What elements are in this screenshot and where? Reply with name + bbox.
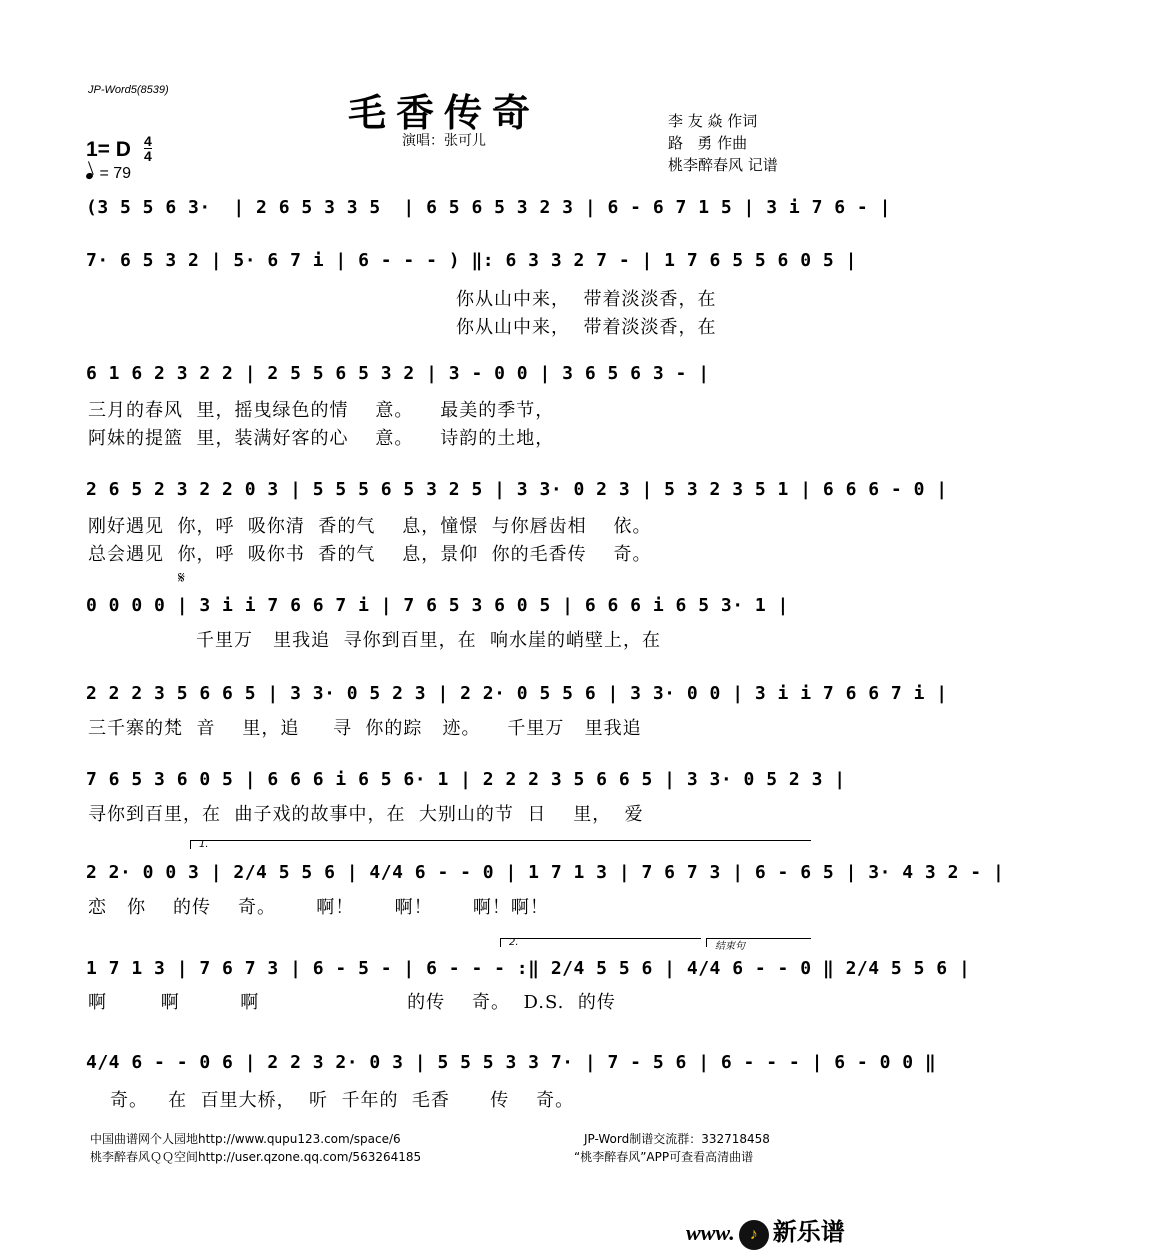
segno-sign: 𝄋 — [178, 568, 185, 587]
singer-label: 演唱：张可儿 — [402, 133, 486, 149]
logo-prefix: www. — [686, 1220, 735, 1245]
lyric-line-3-verse-1: 三月的春风 里，摇曳绿色的情 意。 最美的季节， — [88, 400, 555, 421]
lyric-line-2-verse-1: 你从山中来， 带着淡淡香，在 — [456, 289, 717, 310]
footer-app-note: “桃李醉春风”APP可查看高清曲谱 — [574, 1150, 754, 1164]
ending-label: 结束句 — [715, 941, 745, 952]
lyric-line-2-verse-2: 你从山中来， 带着淡淡香，在 — [456, 317, 717, 338]
volta-2-bracket — [500, 938, 701, 947]
lyric-line-8: 恋 你 的传 奇。 啊！ 啊！ 啊！啊！ — [88, 897, 549, 918]
composer-credit: 路 勇 作曲 — [668, 134, 748, 152]
tempo-marking — [86, 165, 131, 183]
site-logo — [686, 1212, 845, 1250]
score-line-1: (3 5 5 6 3· | 2 6 5 3 3 5 | 6 5 6 5 3 2 3 | 6 - 6 7 1 5 | 3 i 7 6 - | — [86, 197, 891, 218]
quarter-note-icon — [85, 172, 94, 180]
time-signature — [144, 134, 152, 163]
volta-1-bracket — [190, 840, 811, 849]
key-label: 1= D — [86, 138, 131, 161]
lyricist-credit: 李 友 焱 作词 — [668, 112, 758, 130]
score-line-4: 2 6 5 2 3 2 2 0 3 | 5 5 5 6 5 3 2 5 | 3 3· 0 2 3 | 5 3 2 3 5 1 | 6 6 6 - 0 | — [86, 479, 948, 500]
music-note-icon: ♪ — [739, 1220, 769, 1250]
footer-link-qupu: 中国曲谱网个人园地http://www.qupu123.com/space/6 — [90, 1132, 401, 1146]
time-bottom: 4 — [144, 148, 152, 164]
key-signature — [86, 133, 152, 164]
lyric-line-4-verse-2: 总会遇见 你，呼 吸你书 香的气 息，景仰 你的毛香传 奇。 — [88, 544, 652, 565]
engine-label: JP-Word5(8539) — [88, 84, 169, 96]
lyric-line-3-verse-2: 阿妹的提篮 里，装满好客的心 意。 诗韵的土地， — [88, 428, 555, 449]
score-line-8: 2 2· 0 0 3 | 2/4 5 5 6 | 4/4 6 - - 0 | 1 7 1 3 | 7 6 7 3 | 6 - 6 5 | 3· 4 3 2 - | — [86, 862, 1005, 883]
score-line-7: 7 6 5 3 6 0 5 | 6 6 6 i 6 5 6· 1 | 2 2 2 3 5 6 6 5 | 3 3· 0 5 2 3 | — [86, 769, 846, 790]
lyric-line-4-verse-1: 刚好遇见 你，呼 吸你清 香的气 息，憧憬 与你唇齿相 依。 — [88, 516, 652, 537]
footer-group: JP-Word制谱交流群：332718458 — [584, 1132, 770, 1146]
song-title: 毛香传奇 — [347, 90, 540, 135]
lyric-line-7: 寻你到百里，在 曲子戏的故事中，在 大别山的节 日 里， 爱 — [88, 804, 644, 825]
tempo-value: = 79 — [99, 165, 132, 182]
footer-link-qzone: 桃李醉春风ＱＱ空间http://user.qzone.qq.com/563264185 — [90, 1150, 422, 1164]
volta-2-label: 2. — [509, 937, 519, 948]
time-top: 4 — [144, 133, 152, 149]
score-line-10: 4/4 6 - - 0 6 | 2 2 3 2· 0 3 | 5 5 5 3 3 7· | 7 - 5 6 | 6 - - - | 6 - 0 0 ‖ — [86, 1052, 937, 1073]
lyric-line-10: 奇。 在 百里大桥， 听 千年的 毛香 传 奇。 — [110, 1090, 575, 1111]
lyric-line-9: 啊 啊 啊 的传 奇。 D.S. 的传 — [88, 992, 616, 1013]
lyric-line-6: 三千寨的梵 音 里，追 寻 你的踪 迹。 千里万 里我追 — [88, 718, 642, 739]
score-line-6: 2 2 2 3 5 6 6 5 | 3 3· 0 5 2 3 | 2 2· 0 5 5 6 | 3 3· 0 0 | 3 i i 7 6 6 7 i | — [86, 683, 948, 704]
ending-bracket — [706, 938, 811, 952]
score-line-5: 0 0 0 0 | 3 i i 7 6 6 7 i | 7 6 5 3 6 0 5 | 6 6 6 i 6 5 3· 1 | — [86, 595, 789, 616]
lyric-line-5: 千里万 里我追 寻你到百里，在 响水崖的峭壁上，在 — [196, 630, 662, 651]
transcriber-credit: 桃李醉春风 记谱 — [668, 156, 778, 174]
score-line-3: 6 1 6 2 3 2 2 | 2 5 5 6 5 3 2 | 3 - 0 0 | 3 6 5 6 3 - | — [86, 363, 710, 384]
score-line-2: 7· 6 5 3 2 | 5· 6 7 i | 6 - - - ) ‖: 6 3 3 2 7 - | 1 7 6 5 5 6 0 5 | — [86, 250, 857, 271]
score-line-9: 1 7 1 3 | 7 6 7 3 | 6 - 5 - | 6 - - - :‖ 2/4 5 5 6 | 4/4 6 - - 0 ‖ 2/4 5 5 6 | — [86, 958, 971, 979]
volta-1-label: 1. — [199, 839, 209, 850]
logo-text: 新乐谱 — [772, 1218, 845, 1246]
